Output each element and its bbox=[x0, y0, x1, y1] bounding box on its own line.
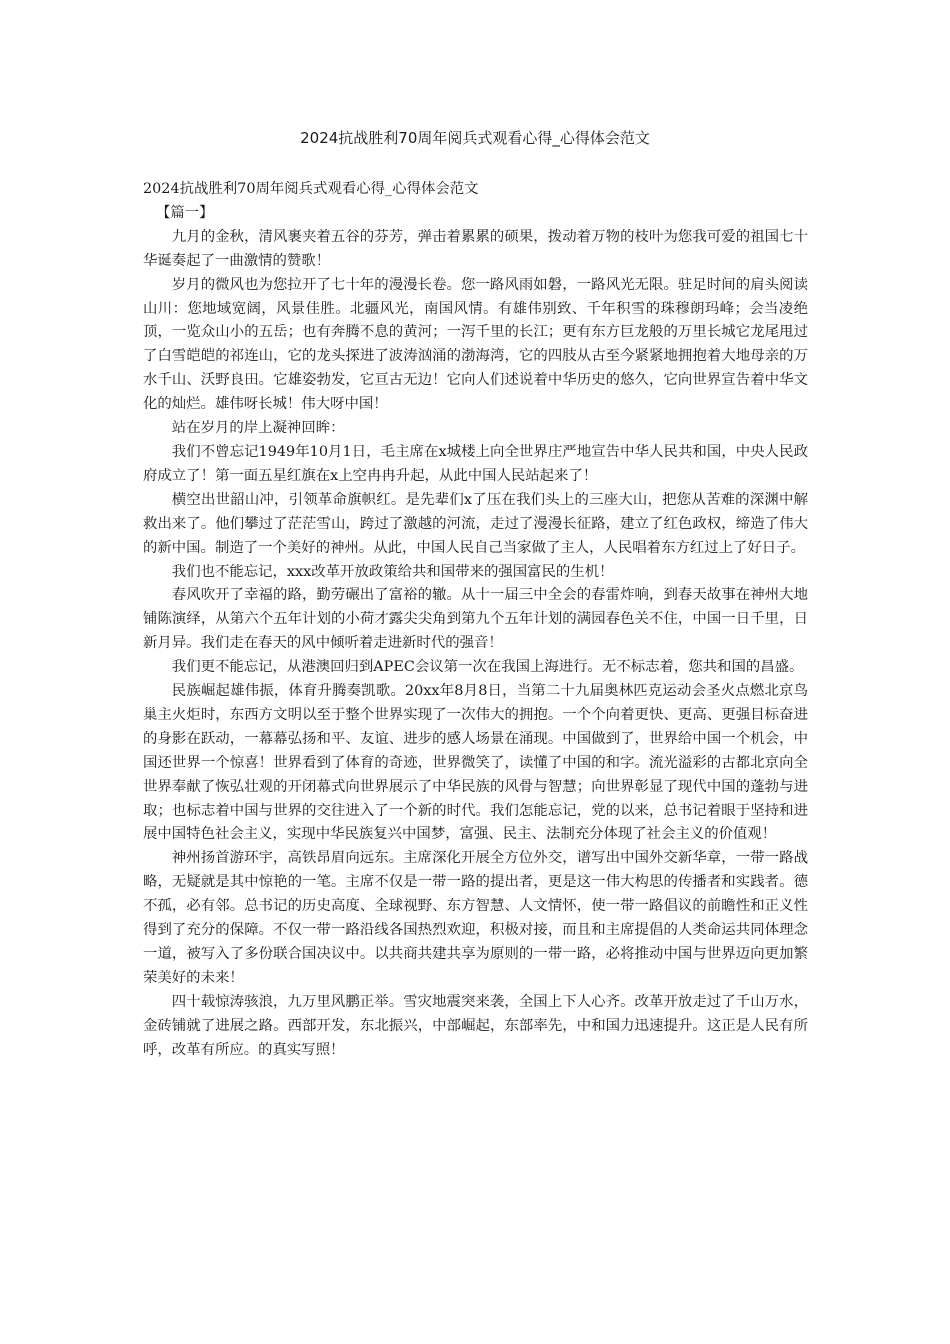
document-body bbox=[143, 178, 808, 1063]
paragraph: 我们不曾忘记1949年10月1日，毛主席在x城楼上向全世界庄严地宣告中华人民共和国，中央人民政府成立了！第一面五星红旗在x上空冉冉升起，从此中国人民站起来了！ bbox=[143, 443, 808, 484]
paragraph: 我们也不能忘记，xxx改革开放政策给共和国带来的强国富民的生机！ bbox=[171, 563, 614, 580]
document-subtitle: 2024抗战胜利70周年阅兵式观看心得_心得体会范文 bbox=[143, 181, 479, 197]
paragraph: 我们更不能忘记，从港澳回归到APEC会议第一次在我国上海进行。无不标志着，您共和国的昌盛。 bbox=[171, 659, 804, 676]
document-title: 2024抗战胜利70周年阅兵式观看心得_心得体会范文 bbox=[300, 129, 650, 147]
paragraph: 神州扬首游环宇，高铁昂眉向远东。主席深化开展全方位外交，谱写出中国外交新华章，一带一路战略，无疑就是其中惊艳的一笔。主席不仅是一带一路的提出者，更是这一伟大构思的传播者和实践者。德不孤，必有邻。总书记的历史高度、全球视野、东方智慧、人文情怀，使一带一路倡议的前瞻性和正义性得到了充分的保障。不仅一带一路沿线各国热烈欢迎，积极对接，而且和主席提倡的人类命运共同体理念一道，被写入了多份联合国决议中。以共商共建共享为原则的一带一路，必将推动中国与世界迈向更加繁荣美好的未来！ bbox=[143, 850, 808, 986]
paragraph: 岁月的微风也为您拉开了七十年的漫漫长卷。您一路风雨如磐，一路风光无限。驻足时间的肩头阅读山川：您地域宽阔，风景佳胜。北疆风光，南国风情。有雄伟别致、千年积雪的珠穆朗玛峰；会当凌绝顶，一览众山小的五岳；也有奔腾不息的黄河；一泻千里的长江；更有东方巨龙般的万里长城它龙尾甩过了白雪皑皑的祁连山，它的龙头探进了波涛汹涌的渤海湾，它的四肢从古至今紧紧地拥抱着大地母亲的万水千山、沃野良田。它雄姿勃发，它亘古无边！它向人们述说着中华历史的悠久，它向世界宣告着中华文化的灿烂。雄伟呀长城！伟大呀中国！ bbox=[143, 276, 808, 413]
paragraph: 横空出世韶山冲，引领革命旗帜红。是先辈们x了压在我们头上的三座大山，把您从苦难的深渊中解救出来了。他们攀过了茫茫雪山，跨过了激越的河流，走过了漫漫长征路，建立了红色政权，缔造了伟大的新中国。制造了一个美好的神州。从此，中国人民自己当家做了主人，人民唱着东方红过上了好日子。 bbox=[143, 491, 808, 556]
paragraph: 四十载惊涛骇浪，九万里风鹏正举。雪灾地震突来袭，全国上下人心齐。改革开放走过了千山万水，金砖铺就了进展之路。西部开发，东北振兴，中部崛起，东部率先，中和国力迅速提升。这正是人民有所呼，改革有所应。的真实写照！ bbox=[143, 993, 808, 1058]
paragraph: 民族崛起雄伟振，体育升腾奏凯歌。20xx年8月8日，当第二十九届奥林匹克运动会圣火点燃北京鸟巢主火炬时，东西方文明以至于整个世界实现了一次伟大的拥抱。一个个向着更快、更高、更强目标奋进的身影在跃动，一幕幕弘扬和平、友谊、进步的感人场景在涌现。中国做到了，世界给中国一个机会，中国还世界一个惊喜！世界看到了体育的奇迹，世界微笑了，读懂了中国的和字。流光溢彩的古都北京向全世界奉献了恢弘壮观的开闭幕式向世界展示了中华民族的风骨与智慧；向世界彰显了现代中国的蓬勃与进取；也标志着中国与世界的交往进入了一个新的时代。我们怎能忘记，党的以来，总书记着眼于坚持和进展中国特色社会主义，实现中华民族复兴中国梦，富强、民主、法制充分体现了社会主义的价值观！ bbox=[143, 683, 808, 843]
paragraph: 春风吹开了幸福的路，勤劳碾出了富裕的辙。从十一届三中全会的春雷炸响，到春天故事在神州大地铺陈演绎，从第六个五年计划的小荷才露尖尖角到第九个五年计划的满园春色关不住，中国一日千里，日新月异。我们走在春天的风中倾听着走进新时代的强音！ bbox=[143, 587, 808, 652]
paragraph: 九月的金秋，清风裹夹着五谷的芬芳，弹击着累累的硕果，拨动着万物的枝叶为您我可爱的祖国七十华诞奏起了一曲激情的赞歌！ bbox=[143, 228, 808, 269]
paragraph: 站在岁月的岸上凝神回眸： bbox=[171, 420, 345, 437]
section-label: 【篇一】 bbox=[155, 204, 214, 221]
